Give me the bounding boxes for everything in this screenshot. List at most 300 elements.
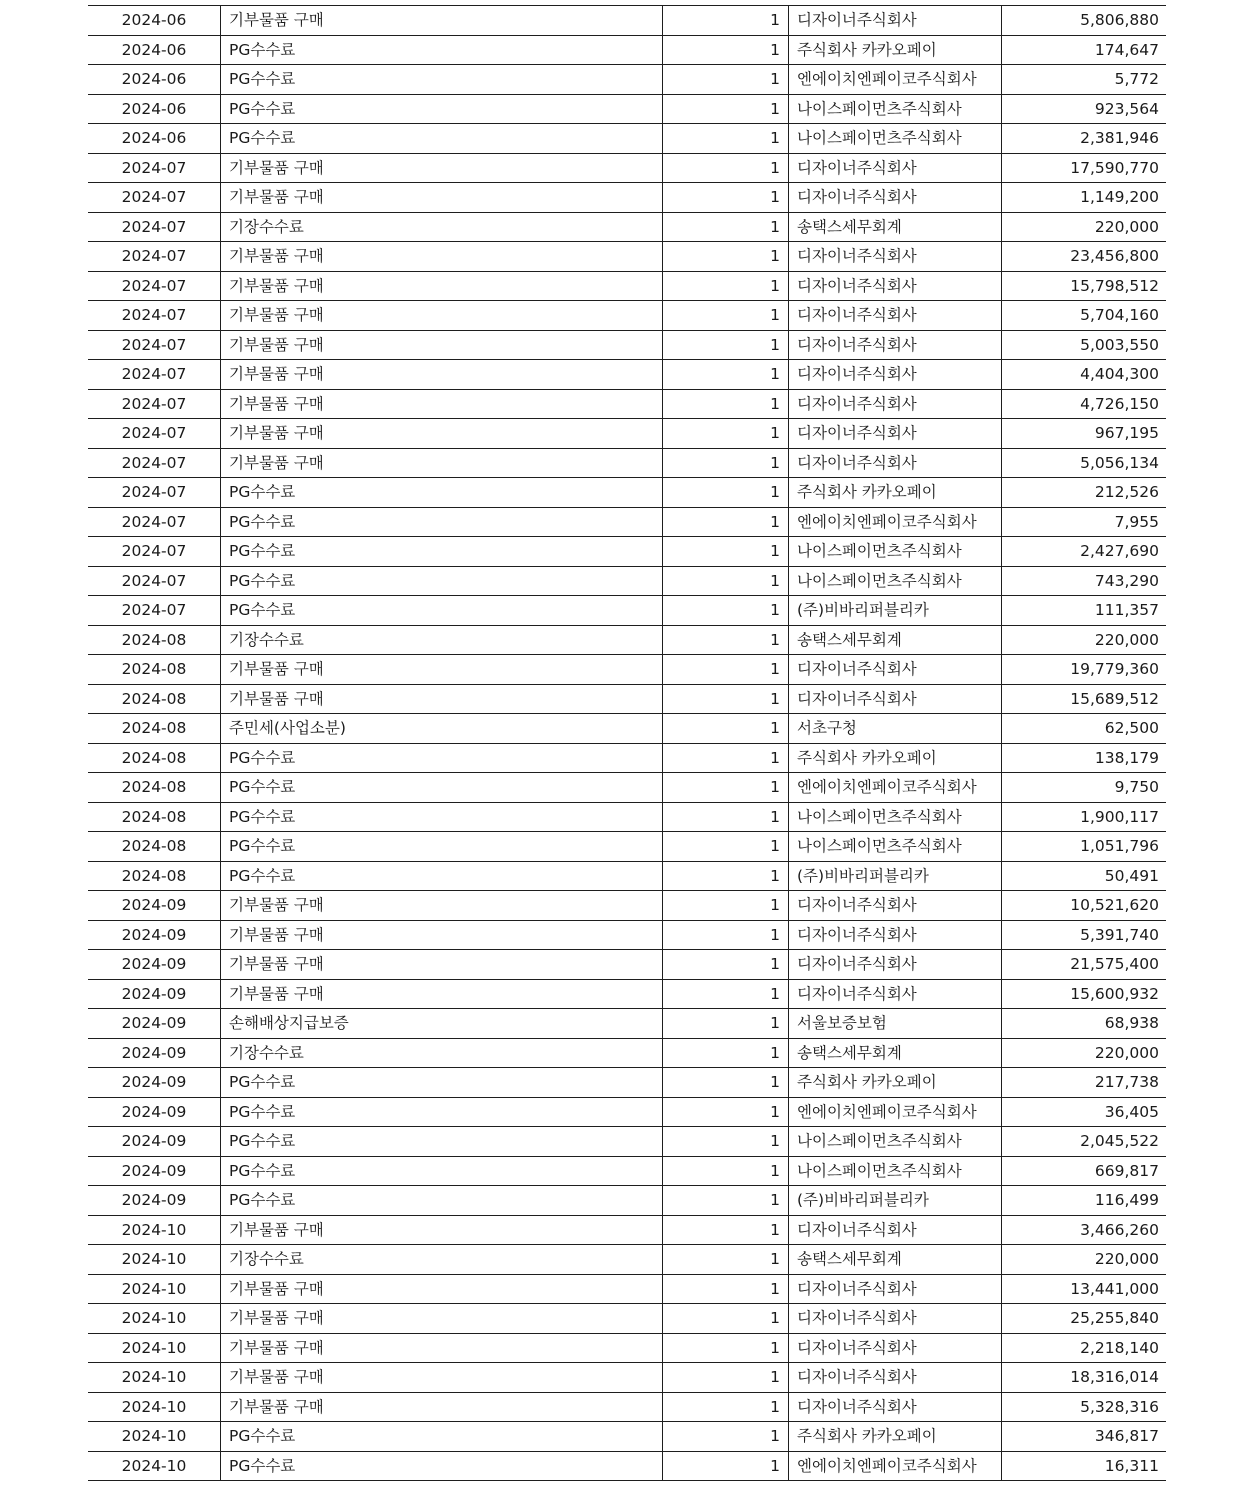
- table-row: [88, 301, 1166, 331]
- cell-quantity: 1: [663, 1451, 789, 1481]
- cell-month: 2024-07: [88, 153, 221, 183]
- table-row: [88, 242, 1166, 272]
- cell-amount: 7,955: [1002, 507, 1167, 537]
- cell-month: 2024-07: [88, 419, 221, 449]
- table-row: [88, 507, 1166, 537]
- cell-amount: 5,391,740: [1002, 920, 1167, 950]
- table-row: [88, 35, 1166, 65]
- cell-month: 2024-07: [88, 478, 221, 508]
- cell-vendor: 디자이너주식회사: [789, 301, 1002, 331]
- cell-item: 기부물품 구매: [221, 1215, 663, 1245]
- table-row: [88, 330, 1166, 360]
- cell-amount: 212,526: [1002, 478, 1167, 508]
- cell-vendor: 디자이너주식회사: [789, 330, 1002, 360]
- cell-quantity: 1: [663, 35, 789, 65]
- cell-month: 2024-10: [88, 1274, 221, 1304]
- cell-amount: 5,056,134: [1002, 448, 1167, 478]
- cell-month: 2024-10: [88, 1304, 221, 1334]
- table-row: [88, 1068, 1166, 1098]
- cell-quantity: 1: [663, 1186, 789, 1216]
- expense-table-body: [88, 6, 1166, 1481]
- cell-quantity: 1: [663, 1097, 789, 1127]
- cell-amount: 2,218,140: [1002, 1333, 1167, 1363]
- cell-quantity: 1: [663, 6, 789, 36]
- cell-vendor: 디자이너주식회사: [789, 183, 1002, 213]
- cell-vendor: 디자이너주식회사: [789, 684, 1002, 714]
- cell-item: PG수수료: [221, 124, 663, 154]
- cell-quantity: 1: [663, 861, 789, 891]
- cell-item: 기부물품 구매: [221, 1363, 663, 1393]
- cell-month: 2024-08: [88, 802, 221, 832]
- cell-vendor: 디자이너주식회사: [789, 1333, 1002, 1363]
- cell-vendor: 디자이너주식회사: [789, 1274, 1002, 1304]
- cell-quantity: 1: [663, 950, 789, 980]
- cell-month: 2024-07: [88, 389, 221, 419]
- cell-vendor: 주식회사 카카오페이: [789, 1422, 1002, 1452]
- cell-amount: 68,938: [1002, 1009, 1167, 1039]
- table-row: [88, 153, 1166, 183]
- cell-amount: 10,521,620: [1002, 891, 1167, 921]
- cell-vendor: 송택스세무회계: [789, 212, 1002, 242]
- cell-item: 기부물품 구매: [221, 950, 663, 980]
- cell-quantity: 1: [663, 1127, 789, 1157]
- cell-item: PG수수료: [221, 1097, 663, 1127]
- cell-month: 2024-06: [88, 35, 221, 65]
- cell-amount: 15,600,932: [1002, 979, 1167, 1009]
- cell-item: 기부물품 구매: [221, 301, 663, 331]
- cell-month: 2024-10: [88, 1215, 221, 1245]
- cell-item: 기부물품 구매: [221, 330, 663, 360]
- cell-vendor: 디자이너주식회사: [789, 920, 1002, 950]
- cell-amount: 220,000: [1002, 1245, 1167, 1275]
- cell-vendor: 나이스페이먼츠주식회사: [789, 124, 1002, 154]
- cell-month: 2024-10: [88, 1245, 221, 1275]
- expense-table: [88, 5, 1166, 1481]
- table-row: [88, 861, 1166, 891]
- cell-amount: 62,500: [1002, 714, 1167, 744]
- cell-quantity: 1: [663, 920, 789, 950]
- cell-vendor: 엔에이치엔페이코주식회사: [789, 507, 1002, 537]
- cell-quantity: 1: [663, 330, 789, 360]
- cell-item: 기부물품 구매: [221, 891, 663, 921]
- table-row: [88, 1392, 1166, 1422]
- table-row: [88, 743, 1166, 773]
- cell-amount: 5,806,880: [1002, 6, 1167, 36]
- table-row: [88, 478, 1166, 508]
- cell-month: 2024-09: [88, 1186, 221, 1216]
- cell-amount: 4,726,150: [1002, 389, 1167, 419]
- table-row: [88, 625, 1166, 655]
- cell-quantity: 1: [663, 153, 789, 183]
- cell-vendor: 나이스페이먼츠주식회사: [789, 1127, 1002, 1157]
- table-row: [88, 655, 1166, 685]
- cell-month: 2024-07: [88, 566, 221, 596]
- cell-vendor: 디자이너주식회사: [789, 448, 1002, 478]
- table-row: [88, 6, 1166, 36]
- cell-quantity: 1: [663, 419, 789, 449]
- table-row: [88, 1451, 1166, 1481]
- cell-item: PG수수료: [221, 802, 663, 832]
- cell-item: 기부물품 구매: [221, 6, 663, 36]
- cell-item: PG수수료: [221, 1127, 663, 1157]
- table-row: [88, 920, 1166, 950]
- cell-month: 2024-07: [88, 183, 221, 213]
- table-row: [88, 773, 1166, 803]
- cell-item: PG수수료: [221, 566, 663, 596]
- cell-amount: 116,499: [1002, 1186, 1167, 1216]
- table-row: [88, 1422, 1166, 1452]
- cell-month: 2024-09: [88, 1038, 221, 1068]
- cell-item: 기장수수료: [221, 625, 663, 655]
- cell-vendor: 송택스세무회계: [789, 1038, 1002, 1068]
- cell-amount: 220,000: [1002, 212, 1167, 242]
- cell-item: 기부물품 구매: [221, 684, 663, 714]
- table-row: [88, 1245, 1166, 1275]
- table-row: [88, 950, 1166, 980]
- cell-amount: 13,441,000: [1002, 1274, 1167, 1304]
- cell-vendor: 디자이너주식회사: [789, 6, 1002, 36]
- cell-item: PG수수료: [221, 1422, 663, 1452]
- table-row: [88, 537, 1166, 567]
- cell-amount: 5,328,316: [1002, 1392, 1167, 1422]
- cell-vendor: 주식회사 카카오페이: [789, 1068, 1002, 1098]
- cell-item: 주민세(사업소분): [221, 714, 663, 744]
- cell-item: PG수수료: [221, 743, 663, 773]
- cell-quantity: 1: [663, 1038, 789, 1068]
- cell-amount: 669,817: [1002, 1156, 1167, 1186]
- cell-amount: 50,491: [1002, 861, 1167, 891]
- cell-amount: 18,316,014: [1002, 1363, 1167, 1393]
- cell-item: 기부물품 구매: [221, 1333, 663, 1363]
- cell-quantity: 1: [663, 1422, 789, 1452]
- cell-quantity: 1: [663, 802, 789, 832]
- cell-vendor: 디자이너주식회사: [789, 153, 1002, 183]
- cell-quantity: 1: [663, 1009, 789, 1039]
- cell-quantity: 1: [663, 183, 789, 213]
- cell-item: PG수수료: [221, 537, 663, 567]
- cell-amount: 23,456,800: [1002, 242, 1167, 272]
- table-row: [88, 360, 1166, 390]
- cell-item: PG수수료: [221, 596, 663, 626]
- cell-month: 2024-10: [88, 1422, 221, 1452]
- table-row: [88, 212, 1166, 242]
- cell-month: 2024-07: [88, 507, 221, 537]
- table-row: [88, 1038, 1166, 1068]
- cell-item: PG수수료: [221, 1068, 663, 1098]
- cell-month: 2024-08: [88, 655, 221, 685]
- table-row: [88, 979, 1166, 1009]
- cell-month: 2024-07: [88, 301, 221, 331]
- table-row: [88, 832, 1166, 862]
- cell-month: 2024-09: [88, 950, 221, 980]
- cell-item: PG수수료: [221, 1156, 663, 1186]
- cell-quantity: 1: [663, 65, 789, 95]
- cell-month: 2024-10: [88, 1392, 221, 1422]
- cell-vendor: 나이스페이먼츠주식회사: [789, 566, 1002, 596]
- table-row: [88, 1363, 1166, 1393]
- cell-amount: 2,045,522: [1002, 1127, 1167, 1157]
- cell-month: 2024-08: [88, 861, 221, 891]
- table-row: [88, 891, 1166, 921]
- cell-amount: 220,000: [1002, 625, 1167, 655]
- cell-quantity: 1: [663, 360, 789, 390]
- cell-quantity: 1: [663, 389, 789, 419]
- cell-quantity: 1: [663, 684, 789, 714]
- cell-vendor: 나이스페이먼츠주식회사: [789, 94, 1002, 124]
- cell-amount: 4,404,300: [1002, 360, 1167, 390]
- table-row: [88, 183, 1166, 213]
- cell-amount: 5,772: [1002, 65, 1167, 95]
- cell-vendor: 서초구청: [789, 714, 1002, 744]
- cell-vendor: 송택스세무회계: [789, 625, 1002, 655]
- cell-vendor: 서울보증보험: [789, 1009, 1002, 1039]
- cell-month: 2024-08: [88, 625, 221, 655]
- cell-vendor: 나이스페이먼츠주식회사: [789, 802, 1002, 832]
- cell-quantity: 1: [663, 1068, 789, 1098]
- cell-quantity: 1: [663, 124, 789, 154]
- cell-amount: 1,149,200: [1002, 183, 1167, 213]
- cell-item: 기부물품 구매: [221, 183, 663, 213]
- cell-vendor: (주)비바리퍼블리카: [789, 861, 1002, 891]
- cell-amount: 2,381,946: [1002, 124, 1167, 154]
- cell-quantity: 1: [663, 1156, 789, 1186]
- cell-quantity: 1: [663, 596, 789, 626]
- cell-month: 2024-06: [88, 94, 221, 124]
- cell-month: 2024-07: [88, 212, 221, 242]
- cell-vendor: 나이스페이먼츠주식회사: [789, 537, 1002, 567]
- cell-month: 2024-09: [88, 1156, 221, 1186]
- cell-month: 2024-07: [88, 537, 221, 567]
- cell-quantity: 1: [663, 94, 789, 124]
- cell-month: 2024-07: [88, 242, 221, 272]
- cell-amount: 1,900,117: [1002, 802, 1167, 832]
- table-row: [88, 714, 1166, 744]
- table-row: [88, 684, 1166, 714]
- cell-amount: 1,051,796: [1002, 832, 1167, 862]
- cell-item: 손해배상지급보증: [221, 1009, 663, 1039]
- cell-vendor: 엔에이치엔페이코주식회사: [789, 65, 1002, 95]
- cell-vendor: 주식회사 카카오페이: [789, 743, 1002, 773]
- cell-vendor: 디자이너주식회사: [789, 950, 1002, 980]
- cell-item: 기부물품 구매: [221, 448, 663, 478]
- cell-quantity: 1: [663, 773, 789, 803]
- cell-month: 2024-09: [88, 1127, 221, 1157]
- cell-month: 2024-07: [88, 271, 221, 301]
- cell-month: 2024-08: [88, 684, 221, 714]
- cell-item: 기부물품 구매: [221, 1392, 663, 1422]
- cell-quantity: 1: [663, 301, 789, 331]
- cell-month: 2024-07: [88, 448, 221, 478]
- cell-month: 2024-07: [88, 330, 221, 360]
- cell-vendor: 엔에이치엔페이코주식회사: [789, 773, 1002, 803]
- cell-vendor: (주)비바리퍼블리카: [789, 596, 1002, 626]
- cell-quantity: 1: [663, 979, 789, 1009]
- cell-vendor: (주)비바리퍼블리카: [789, 1186, 1002, 1216]
- cell-vendor: 디자이너주식회사: [789, 360, 1002, 390]
- cell-item: PG수수료: [221, 478, 663, 508]
- cell-vendor: 디자이너주식회사: [789, 1363, 1002, 1393]
- table-row: [88, 596, 1166, 626]
- table-row: [88, 1009, 1166, 1039]
- cell-vendor: 디자이너주식회사: [789, 1215, 1002, 1245]
- cell-amount: 5,704,160: [1002, 301, 1167, 331]
- cell-item: 기부물품 구매: [221, 419, 663, 449]
- cell-amount: 923,564: [1002, 94, 1167, 124]
- cell-amount: 21,575,400: [1002, 950, 1167, 980]
- cell-item: PG수수료: [221, 65, 663, 95]
- table-row: [88, 389, 1166, 419]
- cell-item: 기부물품 구매: [221, 1304, 663, 1334]
- cell-quantity: 1: [663, 891, 789, 921]
- cell-quantity: 1: [663, 478, 789, 508]
- table-row: [88, 448, 1166, 478]
- cell-amount: 138,179: [1002, 743, 1167, 773]
- table-row: [88, 1127, 1166, 1157]
- cell-vendor: 디자이너주식회사: [789, 891, 1002, 921]
- cell-amount: 2,427,690: [1002, 537, 1167, 567]
- cell-item: 기부물품 구매: [221, 655, 663, 685]
- table-row: [88, 65, 1166, 95]
- cell-vendor: 디자이너주식회사: [789, 979, 1002, 1009]
- cell-month: 2024-07: [88, 596, 221, 626]
- cell-quantity: 1: [663, 625, 789, 655]
- cell-vendor: 디자이너주식회사: [789, 419, 1002, 449]
- cell-month: 2024-08: [88, 714, 221, 744]
- cell-month: 2024-09: [88, 1097, 221, 1127]
- cell-quantity: 1: [663, 1215, 789, 1245]
- cell-quantity: 1: [663, 212, 789, 242]
- table-row: [88, 1274, 1166, 1304]
- cell-quantity: 1: [663, 1363, 789, 1393]
- table-row: [88, 1156, 1166, 1186]
- table-row: [88, 1215, 1166, 1245]
- cell-item: 기부물품 구매: [221, 979, 663, 1009]
- cell-quantity: 1: [663, 832, 789, 862]
- cell-month: 2024-08: [88, 773, 221, 803]
- cell-quantity: 1: [663, 566, 789, 596]
- cell-vendor: 주식회사 카카오페이: [789, 35, 1002, 65]
- cell-amount: 15,798,512: [1002, 271, 1167, 301]
- cell-vendor: 나이스페이먼츠주식회사: [789, 832, 1002, 862]
- cell-month: 2024-06: [88, 65, 221, 95]
- cell-vendor: 디자이너주식회사: [789, 271, 1002, 301]
- cell-quantity: 1: [663, 1333, 789, 1363]
- cell-amount: 111,357: [1002, 596, 1167, 626]
- cell-item: 기장수수료: [221, 1038, 663, 1068]
- cell-month: 2024-10: [88, 1451, 221, 1481]
- cell-month: 2024-09: [88, 1068, 221, 1098]
- cell-quantity: 1: [663, 1392, 789, 1422]
- cell-quantity: 1: [663, 507, 789, 537]
- cell-quantity: 1: [663, 448, 789, 478]
- table-row: [88, 566, 1166, 596]
- table-row: [88, 802, 1166, 832]
- cell-month: 2024-08: [88, 832, 221, 862]
- cell-quantity: 1: [663, 1304, 789, 1334]
- cell-amount: 346,817: [1002, 1422, 1167, 1452]
- cell-item: 기장수수료: [221, 1245, 663, 1275]
- cell-quantity: 1: [663, 1274, 789, 1304]
- cell-amount: 967,195: [1002, 419, 1167, 449]
- cell-month: 2024-07: [88, 360, 221, 390]
- cell-vendor: 엔에이치엔페이코주식회사: [789, 1097, 1002, 1127]
- cell-amount: 5,003,550: [1002, 330, 1167, 360]
- cell-item: 기부물품 구매: [221, 271, 663, 301]
- cell-month: 2024-09: [88, 1009, 221, 1039]
- cell-amount: 9,750: [1002, 773, 1167, 803]
- table-row: [88, 94, 1166, 124]
- cell-quantity: 1: [663, 714, 789, 744]
- cell-month: 2024-10: [88, 1363, 221, 1393]
- cell-item: PG수수료: [221, 1186, 663, 1216]
- cell-item: PG수수료: [221, 94, 663, 124]
- cell-item: 기부물품 구매: [221, 389, 663, 419]
- cell-item: 기부물품 구매: [221, 242, 663, 272]
- cell-vendor: 디자이너주식회사: [789, 1392, 1002, 1422]
- cell-month: 2024-09: [88, 979, 221, 1009]
- cell-item: PG수수료: [221, 773, 663, 803]
- cell-vendor: 디자이너주식회사: [789, 1304, 1002, 1334]
- cell-quantity: 1: [663, 743, 789, 773]
- cell-item: 기부물품 구매: [221, 153, 663, 183]
- cell-item: 기부물품 구매: [221, 1274, 663, 1304]
- cell-item: 기부물품 구매: [221, 360, 663, 390]
- cell-item: 기장수수료: [221, 212, 663, 242]
- cell-amount: 743,290: [1002, 566, 1167, 596]
- table-row: [88, 419, 1166, 449]
- table-row: [88, 1304, 1166, 1334]
- cell-vendor: 디자이너주식회사: [789, 655, 1002, 685]
- cell-item: PG수수료: [221, 1451, 663, 1481]
- table-row: [88, 271, 1166, 301]
- cell-vendor: 엔에이치엔페이코주식회사: [789, 1451, 1002, 1481]
- cell-vendor: 디자이너주식회사: [789, 389, 1002, 419]
- cell-amount: 19,779,360: [1002, 655, 1167, 685]
- cell-month: 2024-09: [88, 891, 221, 921]
- cell-quantity: 1: [663, 271, 789, 301]
- table-row: [88, 1186, 1166, 1216]
- table-row: [88, 124, 1166, 154]
- cell-amount: 15,689,512: [1002, 684, 1167, 714]
- table-row: [88, 1097, 1166, 1127]
- cell-item: PG수수료: [221, 35, 663, 65]
- cell-item: 기부물품 구매: [221, 920, 663, 950]
- cell-item: PG수수료: [221, 507, 663, 537]
- cell-amount: 36,405: [1002, 1097, 1167, 1127]
- cell-vendor: 송택스세무회계: [789, 1245, 1002, 1275]
- cell-amount: 174,647: [1002, 35, 1167, 65]
- cell-vendor: 디자이너주식회사: [789, 242, 1002, 272]
- cell-amount: 25,255,840: [1002, 1304, 1167, 1334]
- cell-vendor: 나이스페이먼츠주식회사: [789, 1156, 1002, 1186]
- cell-item: PG수수료: [221, 861, 663, 891]
- cell-quantity: 1: [663, 1245, 789, 1275]
- cell-quantity: 1: [663, 655, 789, 685]
- cell-quantity: 1: [663, 537, 789, 567]
- cell-amount: 17,590,770: [1002, 153, 1167, 183]
- cell-month: 2024-06: [88, 6, 221, 36]
- cell-amount: 16,311: [1002, 1451, 1167, 1481]
- cell-month: 2024-06: [88, 124, 221, 154]
- cell-month: 2024-10: [88, 1333, 221, 1363]
- cell-amount: 3,466,260: [1002, 1215, 1167, 1245]
- cell-amount: 220,000: [1002, 1038, 1167, 1068]
- cell-quantity: 1: [663, 242, 789, 272]
- cell-month: 2024-08: [88, 743, 221, 773]
- cell-item: PG수수료: [221, 832, 663, 862]
- cell-vendor: 주식회사 카카오페이: [789, 478, 1002, 508]
- cell-month: 2024-09: [88, 920, 221, 950]
